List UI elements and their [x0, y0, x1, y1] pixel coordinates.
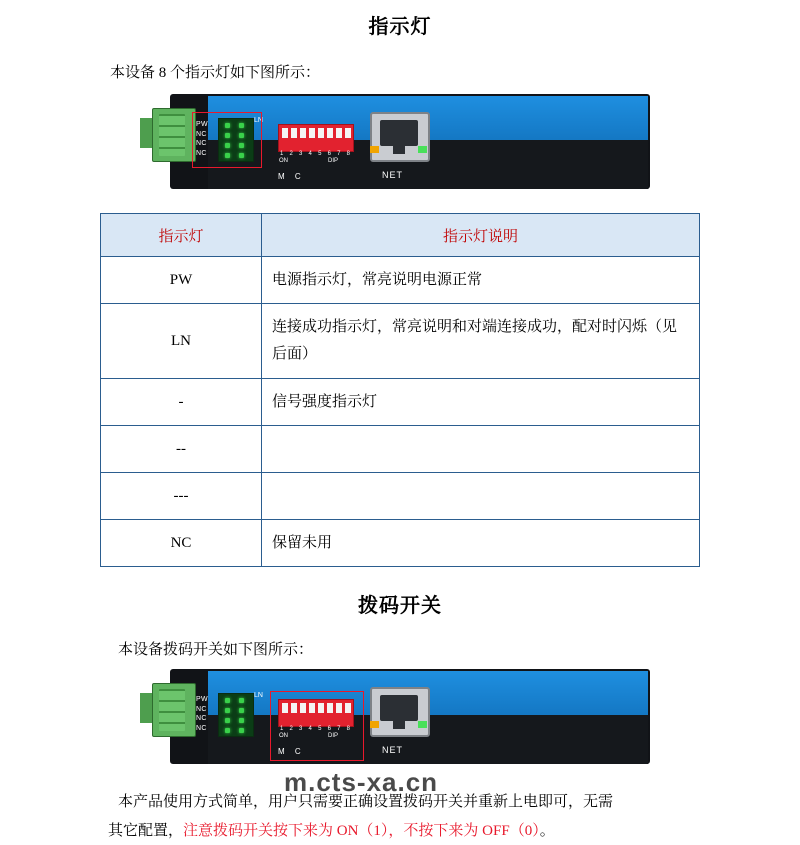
rj45-port: [370, 112, 430, 162]
led-dot: [239, 123, 244, 128]
cell-desc: [262, 426, 700, 473]
led-label-pw: PW: [196, 695, 208, 705]
led-label-nc-2: NC: [196, 714, 208, 724]
dip-num: 6: [328, 726, 331, 732]
section-title-indicators: 指示灯: [0, 10, 800, 39]
cell-desc: 连接成功指示灯，常亮说明和对端连接成功，配对时闪烁（见后面）: [262, 304, 700, 379]
table-header-row: [101, 214, 700, 257]
led-label-ln: LN: [254, 691, 263, 700]
led-labels-group: [196, 120, 208, 158]
footer-note: [118, 788, 800, 845]
dip-switch-toggle: [318, 128, 324, 138]
dip-num: 3: [299, 151, 302, 157]
led-dot: [239, 133, 244, 138]
cell-desc: [262, 473, 700, 520]
led-dot: [225, 123, 230, 128]
rj45-notch: [393, 144, 405, 154]
document-page: [0, 10, 800, 810]
led-dot: [239, 698, 244, 703]
dip-switch-block: [278, 124, 354, 152]
dip-num: 3: [299, 726, 302, 732]
dip-switch-toggle: [327, 128, 333, 138]
led-dot: [225, 153, 230, 158]
led-label-nc-1: NC: [196, 130, 208, 140]
dip-switch-block: [278, 699, 354, 727]
led-dot: [239, 143, 244, 148]
indicator-table: [100, 213, 700, 567]
led-dot: [225, 708, 230, 713]
rj45-led-green: [418, 721, 427, 728]
led-labels-group: [196, 695, 208, 733]
dip-num: 6: [328, 151, 331, 157]
table-row: [101, 426, 700, 473]
rj45-notch: [393, 719, 405, 729]
dip-switch-toggle: [300, 703, 306, 713]
dip-num: 4: [309, 151, 312, 157]
dip-switch-toggle: [336, 128, 342, 138]
dip-num: 8: [347, 151, 350, 157]
net-label: NET: [382, 745, 403, 755]
table-header-name: 指示灯: [101, 214, 262, 257]
led-dot: [225, 133, 230, 138]
led-label-nc-3: NC: [196, 149, 208, 159]
cell-name: PW: [101, 257, 262, 304]
table-row: [101, 379, 700, 426]
footer-line-2: [108, 817, 800, 845]
cell-name: -: [101, 379, 262, 426]
led-dot: [225, 718, 230, 723]
cell-name: ---: [101, 473, 262, 520]
watermark: m.cts-xa.cn: [284, 767, 438, 798]
dip-num: 2: [290, 726, 293, 732]
section-title-dipswitch: 拨码开关: [0, 589, 800, 618]
led-label-nc-2: NC: [196, 139, 208, 149]
led-dot: [239, 728, 244, 733]
footer-line-2a: 其它配置，: [108, 823, 183, 839]
green-terminal-block: [152, 108, 196, 162]
led-dot: [239, 718, 244, 723]
dip-switch-toggle: [291, 128, 297, 138]
footer-line-2-highlight: 注意拨码开关按下来为 ON（1），不按下来为 OFF（0）: [183, 823, 540, 839]
mc-label: M C: [278, 172, 305, 181]
led-dot: [239, 153, 244, 158]
dip-switch-toggle: [309, 128, 315, 138]
dip-num: 5: [318, 151, 321, 157]
dip-switch-numbers: [278, 151, 352, 157]
dip-switch-numbers: [278, 726, 352, 732]
dip-switch-toggle: [327, 703, 333, 713]
rj45-led-orange: [370, 146, 379, 153]
table-row: [101, 304, 700, 379]
dip-switch-toggle: [345, 128, 351, 138]
dip-switch-toggle: [282, 128, 288, 138]
table-row: [101, 473, 700, 520]
led-dot: [225, 698, 230, 703]
dip-switch-toggle: [300, 128, 306, 138]
section2-intro-text: 本设备拨码开关如下图所示：: [118, 638, 800, 659]
mc-label: M C: [278, 747, 305, 756]
dip-num: 1: [280, 151, 283, 157]
dip-dip-label: DIP: [328, 158, 338, 164]
dip-switch-toggle: [345, 703, 351, 713]
dip-switch-toggle: [309, 703, 315, 713]
footer-line-2c: 。: [540, 823, 555, 839]
led-label-nc-3: NC: [196, 724, 208, 734]
dip-on-label: ON: [279, 733, 288, 739]
net-label: NET: [382, 170, 403, 180]
footer-line-1: 本产品使用方式简单，用户只需要正确设置拨码开关并重新上电即可，无需: [118, 788, 800, 817]
cell-desc: 保留未用: [262, 520, 700, 567]
led-dot: [225, 728, 230, 733]
dip-dip-label: DIP: [328, 733, 338, 739]
rj45-led-green: [418, 146, 427, 153]
dip-on-label: ON: [279, 158, 288, 164]
table-header-desc: 指示灯说明: [262, 214, 700, 257]
led-label-nc-1: NC: [196, 705, 208, 715]
dip-num: 5: [318, 726, 321, 732]
dip-switch-toggle: [282, 703, 288, 713]
rj45-port: [370, 687, 430, 737]
rj45-slot: [380, 120, 418, 146]
led-array: [218, 693, 254, 737]
led-label-pw: PW: [196, 120, 208, 130]
led-label-ln: LN: [254, 116, 263, 125]
led-dot: [239, 708, 244, 713]
dip-switch-toggle: [336, 703, 342, 713]
device-photo-dipswitch: [100, 669, 660, 774]
section1-intro-text: 本设备 8 个指示灯如下图所示：: [110, 61, 800, 82]
cell-name: --: [101, 426, 262, 473]
dip-num: 8: [347, 726, 350, 732]
cell-name: NC: [101, 520, 262, 567]
cell-desc: 信号强度指示灯: [262, 379, 700, 426]
dip-switch-toggle: [318, 703, 324, 713]
led-array: [218, 118, 254, 162]
dip-num: 4: [309, 726, 312, 732]
table-row: [101, 257, 700, 304]
dip-num: 7: [337, 726, 340, 732]
device-photo-indicators: [100, 94, 660, 199]
led-dot: [225, 143, 230, 148]
dip-num: 7: [337, 151, 340, 157]
cell-name: LN: [101, 304, 262, 379]
dip-switch-toggle: [291, 703, 297, 713]
dip-num: 2: [290, 151, 293, 157]
rj45-led-orange: [370, 721, 379, 728]
cell-desc: 电源指示灯，常亮说明电源正常: [262, 257, 700, 304]
rj45-slot: [380, 695, 418, 721]
dip-num: 1: [280, 726, 283, 732]
table-row: [101, 520, 700, 567]
green-terminal-block: [152, 683, 196, 737]
